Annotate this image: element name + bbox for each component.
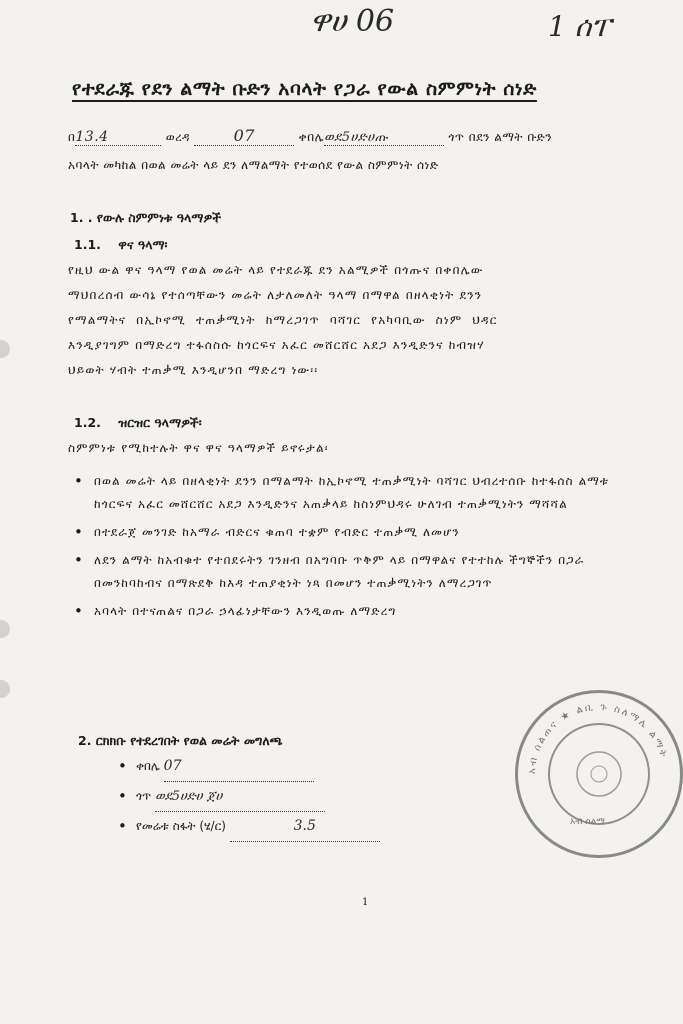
kebele-value: ወደ5ሀድሀጡ (324, 130, 444, 146)
list-item (118, 812, 380, 842)
handwritten-ref-left: ዋሀ 06 (310, 4, 395, 39)
list-item: • በወል መሬት ላይ በዘላቂነት ደንን በማልማት ከኢኮኖሚ ተጠቃሚነት ባሻገር ህብረተሰቡ ከተፋሰስ ልማቱ ከጎርፍና አፈር መሸርሸር አደጋ እንዲድንና አጠቃላይ ከስነምህዳሩ ሁለገብ ተጠቃሚነትን ማሻሻል (68, 470, 643, 516)
seal-center-text: አብ ስልማ (570, 817, 605, 827)
intro-line-2: አባላት መካከል በወል መሬት ላይ ደን ለማልማት የተወሰደ የውል ስምምነት ሰነድ (68, 158, 439, 172)
kebele-label: ቀበሌ (298, 130, 324, 144)
got-value: ወደ5ሀድሀ ጀሀ (155, 782, 325, 812)
seal-emblem-icon (550, 725, 648, 823)
paragraph-line: ህይወት ሃብት ተጠቃሚ እንዲሆንበ ማድረግ ነው፡፡ (68, 363, 319, 377)
kebele-value: 07 (164, 752, 314, 782)
got-label: ጎጥ (136, 789, 152, 803)
punch-hole (0, 680, 10, 698)
section1-2-heading: 1.2. ዝርዝር ዓላማዎች፡ (74, 415, 202, 430)
woreda-value: 07 (194, 126, 294, 146)
section1-heading: 1. . የውሉ ስምምነቱ ዓላማዎች (70, 210, 222, 225)
punch-hole (0, 620, 10, 638)
intro-line1-suffix: ጎጥ በደን ልማት ቡድን (448, 130, 553, 144)
list-item: • ለደን ልማት ከአብቁተ የተበደሩትን ገንዘብ በአግባቡ ጥቅም ላይ በማዋልና የተተከሉ ችግኞችን በጋራ በመንከባከብና በማጽደቅ ከእዳ ተጠያቂነት ነጻ በመሆን ተጠቃሚነትን ለማረጋገጥ (68, 549, 643, 595)
intro-prefix: በ (68, 130, 76, 144)
list-item (118, 752, 380, 782)
section1-1-heading: 1.1. ዋና ዓላማ፡ (74, 237, 168, 252)
land-description-list (118, 752, 380, 842)
punch-hole (0, 340, 10, 358)
seal-inner-ring (548, 723, 650, 825)
objectives-list (68, 470, 643, 628)
list-item: • በተደራጀ መንገድ ከአማራ ብድርና ቁጠባ ተቋም የብድር ተጠቃሚ ለመሆን (68, 521, 643, 544)
paragraph-line: ማህበረሰብ ውሳኔ የተሰጣቸውን መሬት ለታለመለት ዓላማ በማዋል በዘላቂነት ደንን (68, 288, 483, 302)
intro-date-value: 13.4 (75, 129, 161, 146)
paragraph-line: የማልማትና በኢኮኖሚ ተጠቃሚነት ከማረጋገጥ ባሻገር የአካባቢው ስነም ህዳር (68, 313, 498, 327)
intro-line-1 (68, 126, 552, 146)
land-area-value: 3.5 (230, 812, 380, 842)
section2-heading: 2. ርክክቡ የተደረገበት የወል መሬት መግለጫ (78, 733, 283, 748)
handwritten-ref-right: 1 ሰፐ (548, 10, 611, 43)
list-item: • አባላት በተናጠልና በጋራ ኃላፊነታቸውን እንዲወጡ ለማድረግ (68, 600, 643, 623)
section1-1-paragraph (68, 258, 643, 383)
seal-ring-text: አብ ሰልጠና ★ ልቢ ጉ ስለማሌ ልማት (526, 701, 670, 775)
paragraph-line: እንዲያገግም በማድረግ ተፋሰስሱ ከጎርፍና አፈር መሸርሸር አደጋ እንዲድንና ከብዝሃ (68, 338, 485, 352)
document-title: የተደራጁ የደን ልማት ቡድን አባላት የጋራ የውል ስምምነት ሰነድ (72, 78, 537, 100)
official-seal-stamp (515, 690, 683, 858)
woreda-label: ወረዳ (165, 130, 190, 144)
kebele-label: ቀበሌ (136, 759, 160, 773)
section1-2-intro: ስምምነቱ የሚከተሉት ዋና ዋና ዓላማዎች ይኖሩታል፡ (68, 441, 329, 455)
land-area-label: የመሬቱ ስፋት (ሄ/ር) (136, 819, 226, 833)
list-item (118, 782, 380, 812)
paragraph-line: የዚህ ውል ዋና ዓላማ የወል መሬት ላይ የተደራጁ ደን አልሚዎች በጎጡና በቀበሌው (68, 263, 484, 277)
page-number: 1 (362, 897, 369, 908)
